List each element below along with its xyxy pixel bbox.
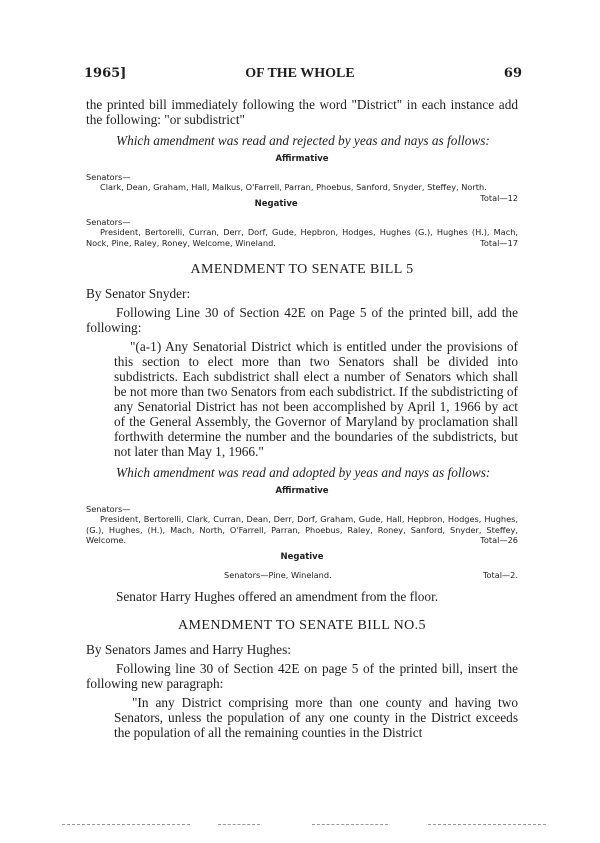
vote1-neg-total: Total—17 [480,237,518,248]
sponsor-line-1: By Senator Snyder: [86,286,191,302]
vote2-aff-names [86,514,518,545]
vote2-neg-total: Total—2. [482,569,518,580]
sponsor-line-2: By Senators James and Harry Hughes: [86,641,291,657]
amendment-heading-2: AMENDMENT TO SENATE BILL NO.5 [178,617,426,633]
vote2-aff-total: Total—26 [480,535,518,546]
amendment-adopted-statement: Which amendment was read and adopted by yeas and nays as follows: [116,465,491,481]
amendment-heading-1: AMENDMENT TO SENATE BILL 5 [190,262,414,278]
page-number: 69 [503,66,522,81]
vote1-aff-name-list: Clark, Dean, Graham, Hall, Malkus, O'Farrell, Parran, Phoebus, Sanford, Snyder, Steffey, North. [100,182,487,193]
vote1-aff-senators-label: Senators— [86,172,131,182]
vote1-neg-names [86,227,518,248]
amendment-text-1: "(a-1) Any Senatorial District which is entitled under the provisions of this section to elect more than two Senators shall be divided into subdistricts. Each subdistrict shall elect a number of Senators which shall be not more than two Senators from each subdistrict. If the subdistricting of any Senatorial District has not been accomplished by April 1, 1966 by act of the General Assembly, the Governor of Maryland by proclamation shall forthwith determine the number and the boundaries of the subdistricts, but not later than May 1, 1966." [114,339,518,460]
vote2-neg-line: Senators—Pine, Wineland. [224,569,332,580]
floor-amendment-note: Senator Harry Hughes offered an amendment from the floor. [116,588,439,604]
footer-rule-center [312,824,388,825]
vote1-neg-senators-label: Senators— [86,216,131,227]
amendment-rejected-statement: Which amendment was read and rejected by yeas and nays as follows: [116,133,490,148]
vote1-negative-heading: Negative [254,198,298,209]
amendment-text-2: "In any District comprising more than one county and having two Senators, unless the population of any one county in the District exceeds the population of all the remaining counties in the District [114,694,518,740]
vote2-aff-senators-label: Senators— [86,504,131,515]
footer-rule-right [428,824,546,825]
vote2-negative-heading: Negative [280,551,324,562]
vote1-neg-name-list: President, Bertorelli, Curran, Derr, Dorf, Gude, Hepbron, Hodges, Hughes (G.), Hughes (H.), Mach, Nock, Pine, Raley, Roney, Welcome, Wineland. [86,227,518,248]
page-body [86,97,518,740]
paragraph-instruction-2: Following line 30 of Section 42E on page 5 of the printed bill, insert the following new paragraph: [86,660,518,691]
paragraph-continuation: the printed bill immediately following the word "District" in each instance add the following: "or subdistrict" [86,97,518,127]
header-title: OF THE WHOLE [245,66,355,81]
footer-rule-left [62,824,190,825]
vote1-aff-total: Total—12 [480,192,518,203]
vote1-aff-names [86,182,518,203]
vote1-affirmative-heading: Affirmative [275,154,329,164]
footer-rule-mid [218,824,260,825]
paragraph-instruction-1: Following Line 30 of Section 42E on Page 5 of the printed bill, add the following: [86,305,518,336]
vote2-affirmative-heading: Affirmative [275,486,329,497]
header-year: 1965] [84,66,127,81]
vote2-aff-name-list: President, Bertorelli, Clark, Curran, Dean, Derr, Dorf, Graham, Gude, Hall, Hepbron, Hodges, Hughes, (G.), Hughes, (H.), Mach, North, O'Farrell, Parran, Phoebus, Raley, Roney, Sanford, Snyder, Steffey, Welcome. [86,514,518,546]
vote2-neg-row [86,570,518,582]
